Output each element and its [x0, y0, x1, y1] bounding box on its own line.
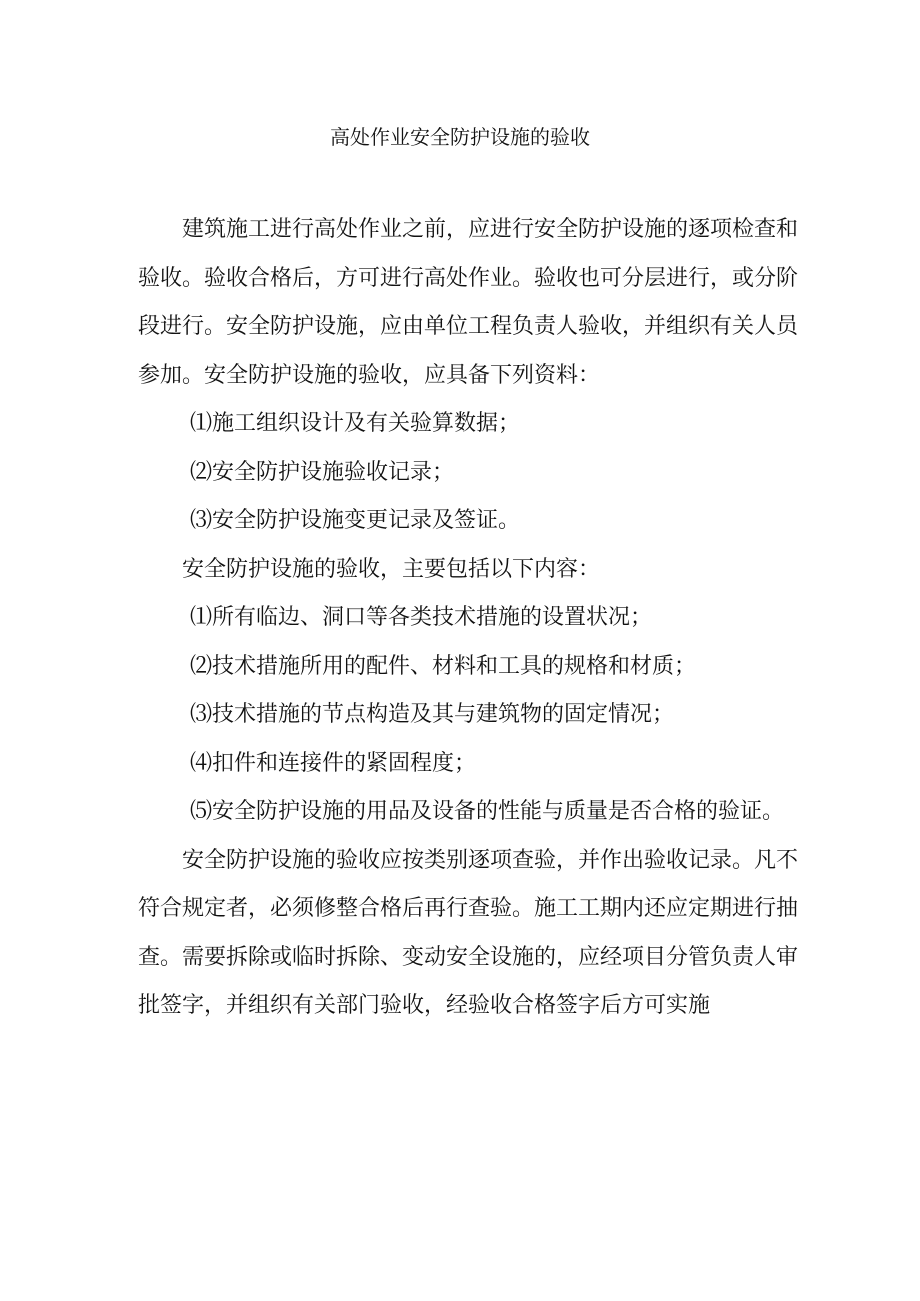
materials-item-1: ⑴施工组织设计及有关验算数据；: [190, 411, 521, 436]
contents-item-2: ⑵技术措施所用的配件、材料和工具的规格和材质；: [190, 653, 697, 679]
materials-item-2: ⑵安全防护设施验收记录；: [190, 459, 455, 485]
materials-item-3: ⑶安全防护设施变更记录及签证。: [190, 508, 521, 533]
contents-item-1: ⑴所有临边、洞口等各类技术措施的设置状况；: [190, 605, 653, 630]
contents-item-3: ⑶技术措施的节点构造及其与建筑物的固定情况；: [190, 702, 675, 727]
contents-item-4: ⑷扣件和连接件的紧固程度；: [190, 750, 477, 776]
intro-paragraph: 建筑施工进行高处作业之前，应进行安全防护设施的逐项检查和验收。验收合格后，方可进行高处作业。验收也可分层进行，或分阶段进行。安全防护设施，应由单位工程负责人验收，并组织有关人员参加。安全防护设施的验收，应具备下列资料：: [138, 217, 799, 388]
contents-intro: 安全防护设施的验收，主要包括以下内容：: [182, 556, 601, 582]
document-body: [138, 206, 798, 1031]
document-title: 高处作业安全防护设施的验收: [330, 125, 590, 149]
closing-paragraph: 安全防护设施的验收应按类别逐项查验，并作出验收记录。凡不符合规定者，必须修整合格后再行查验。施工工期内还应定期进行抽查。需要拆除或临时拆除、变动安全设施的，应经项目分管负责人审批签字，并组织有关部门验收，经验收合格签字后方可实施: [138, 847, 799, 1018]
contents-item-5: ⑸安全防护设施的用品及设备的性能与质量是否合格的验证。: [190, 799, 785, 824]
